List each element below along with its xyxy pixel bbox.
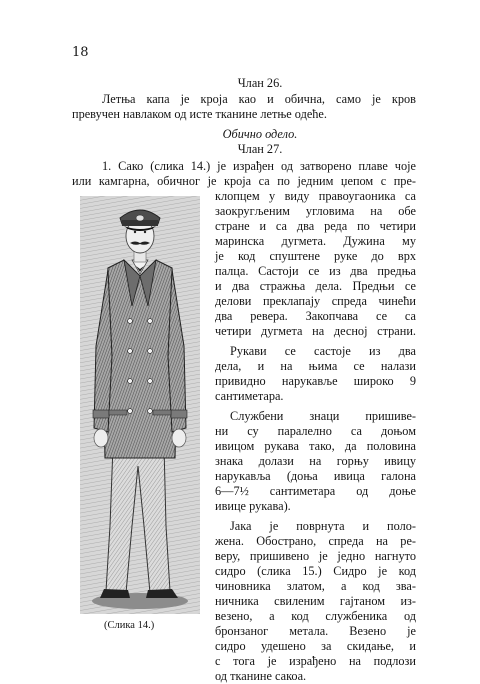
body-line: ивице рукава).	[215, 499, 291, 513]
body-line: чиновника златом, а код зва-	[215, 579, 416, 593]
body-line: два ревера. Закопчава се са	[215, 309, 416, 323]
body-line: везено, а код службеника од	[215, 609, 416, 623]
article-27-intro-line: или камгарна, обичног је кроја са по једним џепом с пре-	[72, 174, 416, 188]
body-line: Службени знаци пришиве-	[230, 409, 416, 423]
body-line: палца. Састоји се из два предња	[215, 264, 416, 278]
section-heading: Обично одело.	[222, 127, 298, 141]
body-line: сидро (слика 15.) Сидро је код	[215, 564, 416, 578]
body-line: знака долази на горњу ивицу	[215, 454, 416, 468]
body-line: од тканине сакоа.	[215, 669, 307, 683]
article-26-heading: Члан 26.	[237, 76, 283, 90]
body-line: дела, и на њима се налази	[215, 359, 416, 373]
body-line: стране и са два реда по четири	[215, 219, 416, 233]
body-line: је код спуштене руке до врх	[215, 249, 416, 263]
body-line: Јака је поврнута и поло-	[230, 519, 416, 533]
body-line: делови преклапају спреда чинећи	[215, 294, 416, 308]
body-line: нарукавља (доња ивица галона	[215, 469, 416, 483]
body-line: с тога је израђено на подлози	[215, 654, 416, 668]
body-line: заокругљеним угловима на обе	[215, 204, 416, 218]
body-line: сидро удешено за скидање, и	[215, 639, 416, 653]
body-line: и два стражња дела. Предњи се	[215, 279, 416, 293]
article-26-line: превучен навлаком од исте тканине летње одеће.	[72, 107, 327, 121]
body-line: привидно нарукавље широко 9	[215, 374, 416, 388]
article-26-line: Летња капа је кроја као и обична, само је кров	[102, 92, 416, 106]
body-line: маринска дугмета. Дужина му	[215, 234, 416, 248]
body-line: бронзаног метала. Везено је	[215, 624, 416, 638]
article-27-intro-line: 1. Сако (слика 14.) је израђен од затворено плаве чоје	[102, 159, 416, 173]
body-line: клопцем у виду правоугаоника са	[215, 189, 416, 203]
article-27-heading: Члан 27.	[237, 142, 283, 156]
figure-14-illustration	[80, 196, 200, 614]
body-line: ивицом рукава тако, да половина	[215, 439, 416, 453]
body-line: сантиметара.	[215, 389, 284, 403]
body-line: Рукави се састоје из два	[230, 344, 416, 358]
body-line: четири дугмета на десној страни.	[215, 324, 416, 338]
body-line: ничника свиленим гајтаном из-	[215, 594, 416, 608]
body-line: жена. Обострано, спреда на ре-	[215, 534, 416, 548]
figure-caption: (Слика 14.)	[104, 620, 155, 631]
body-line: веру, пришивено је једно нагнуто	[215, 549, 416, 563]
body-line: 6—7½ сантиметара од доње	[215, 484, 416, 498]
page-number: 18	[72, 45, 89, 60]
body-line: ни су паралелно са доњом	[215, 424, 416, 438]
